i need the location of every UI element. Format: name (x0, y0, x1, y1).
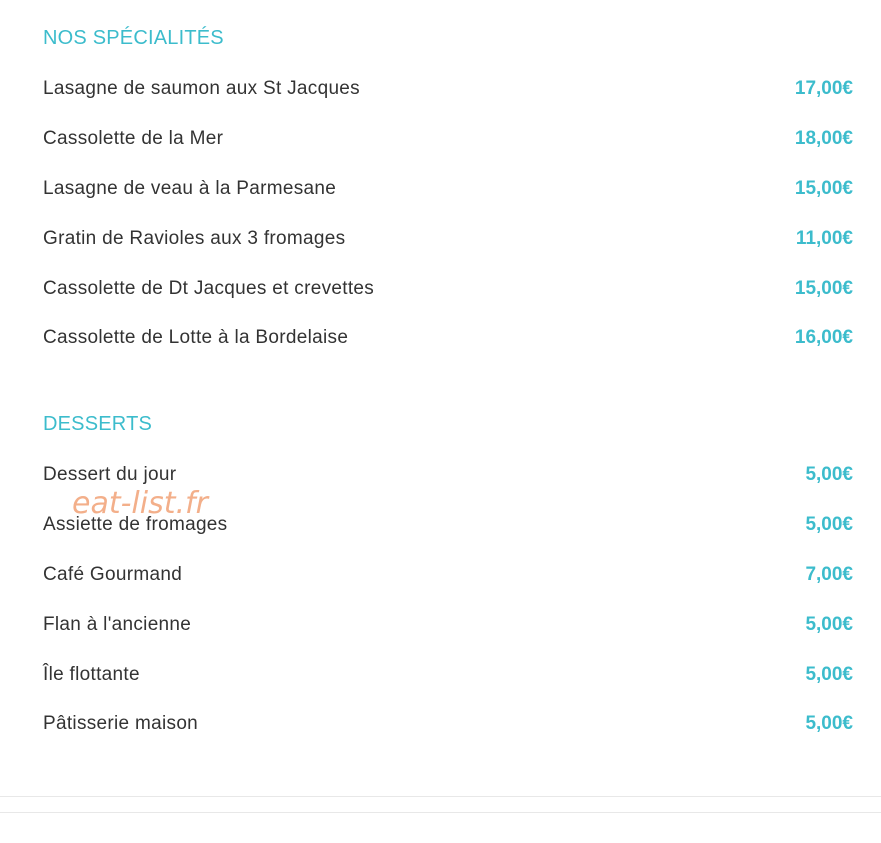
item-price: 5,00€ (805, 664, 853, 685)
item-name: Pâtisserie maison (43, 713, 199, 734)
section-title-specialites: NOS SPÉCIALITÉS (43, 27, 224, 49)
item-price: 16,00€ (794, 327, 853, 348)
item-price: 7,00€ (805, 564, 853, 585)
section-title-desserts: DESSERTS (43, 413, 153, 435)
divider (0, 796, 881, 797)
item-name: Lasagne de saumon aux St Jacques (43, 78, 360, 99)
item-name: Cassolette de Dt Jacques et crevettes (43, 278, 375, 299)
item-price: 15,00€ (794, 178, 853, 199)
item-price: 17,00€ (794, 78, 853, 99)
item-price: 11,00€ (795, 228, 853, 249)
item-price: 5,00€ (805, 514, 853, 535)
menu-item (43, 325, 853, 351)
menu-item (43, 226, 853, 252)
menu-item (43, 76, 853, 102)
menu-item (43, 612, 853, 638)
item-name: Café Gourmand (43, 564, 183, 585)
item-price: 5,00€ (805, 614, 853, 635)
item-name: Dessert du jour (43, 464, 177, 485)
item-name: Gratin de Ravioles aux 3 fromages (43, 228, 346, 249)
menu-item (43, 562, 853, 588)
item-name: Flan à l'ancienne (43, 614, 192, 635)
item-name: Cassolette de Lotte à la Bordelaise (43, 327, 349, 348)
watermark: eat-list.fr (72, 486, 208, 521)
menu-item (43, 176, 853, 202)
item-price: 5,00€ (805, 464, 853, 485)
menu-item (43, 711, 853, 737)
item-price: 5,00€ (805, 713, 853, 734)
item-price: 15,00€ (794, 278, 853, 299)
menu-item (43, 462, 853, 488)
item-price: 18,00€ (794, 128, 853, 149)
divider (0, 812, 881, 813)
menu-item (43, 126, 853, 152)
item-name: Assiette de fromages (43, 514, 228, 535)
item-name: Lasagne de veau à la Parmesane (43, 178, 337, 199)
item-name: Île flottante (43, 664, 140, 685)
item-name: Cassolette de la Mer (43, 128, 224, 149)
menu-item (43, 276, 853, 302)
menu-item (43, 662, 853, 688)
